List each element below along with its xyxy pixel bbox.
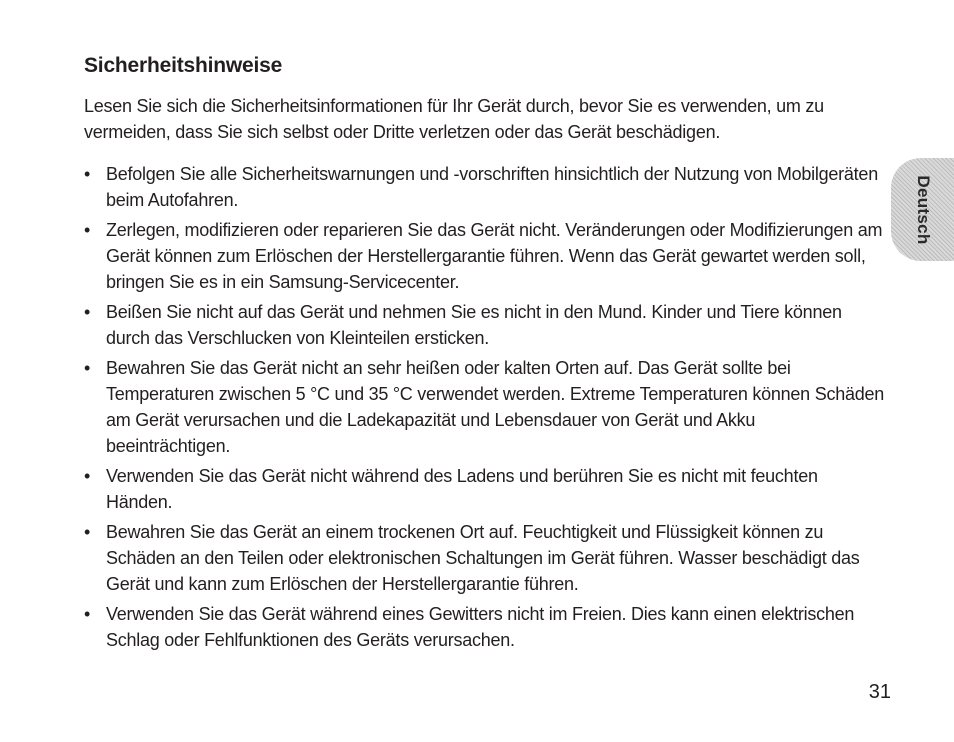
bullet-text: Zerlegen, modifizieren oder reparieren Sie das Gerät nicht. Veränderungen oder Modifizierungen am Gerät können zum Erlöschen der Herstellergarantie führen. Wenn das Gerät gewartet werden soll, bringen Sie es in ein Samsung-Servicecenter. [106, 220, 883, 292]
bullet-item [84, 161, 884, 213]
bullet-dot: • [84, 466, 91, 486]
bullet-item [84, 355, 884, 459]
bullet-item [84, 519, 884, 597]
bullet-dot: • [84, 604, 91, 624]
section-heading: Sicherheitshinweise [84, 54, 283, 77]
safety-bullet-list [84, 161, 884, 657]
bullet-text: Befolgen Sie alle Sicherheitswarnungen und -vorschriften hinsichtlich der Nutzung von Mobilgeräten beim Autofahren. [106, 164, 878, 210]
bullet-text: Beißen Sie nicht auf das Gerät und nehmen Sie es nicht in den Mund. Kinder und Tiere können durch das Verschlucken von Kleinteilen ersticken. [106, 302, 842, 348]
bullet-text: Verwenden Sie das Gerät während eines Gewitters nicht im Freien. Dies kann einen elektrischen Schlag oder Fehlfunktionen des Geräts verursachen. [106, 604, 855, 650]
bullet-dot: • [84, 522, 91, 542]
page-number: 31 [868, 681, 891, 703]
bullet-text: Verwenden Sie das Gerät nicht während des Ladens und berühren Sie es nicht mit feuchten Händen. [106, 466, 818, 512]
bullet-dot: • [84, 220, 91, 240]
bullet-dot: • [84, 164, 91, 184]
bullet-text: Bewahren Sie das Gerät nicht an sehr heißen oder kalten Orten auf. Das Gerät sollte bei Temperaturen zwischen 5 °C und 35 °C verwendet werden. Extreme Temperaturen können Schäden am Gerät verursachen und die Ladekapazität und Lebensdauer von Gerät und Akku beeinträchtigen. [106, 358, 885, 456]
language-tab-label: Deutsch [913, 174, 933, 245]
bullet-dot: • [84, 358, 91, 378]
bullet-item [84, 463, 884, 515]
intro-paragraph: Lesen Sie sich die Sicherheitsinformationen für Ihr Gerät durch, bevor Sie es verwenden, um zu vermeiden, dass Sie sich selbst oder Dritte verletzen oder das Gerät beschädigen. [84, 96, 824, 142]
bullet-item [84, 299, 884, 351]
language-tab [891, 158, 954, 261]
bullet-item [84, 601, 884, 653]
bullet-text: Bewahren Sie das Gerät an einem trockenen Ort auf. Feuchtigkeit und Flüssigkeit können zu Schäden an den Teilen oder elektronischen Schaltungen im Gerät führen. Wasser beschädigt das Gerät und kann zum Erlöschen der Herstellergarantie führen. [106, 522, 860, 594]
bullet-dot: • [84, 302, 91, 322]
bullet-item [84, 217, 884, 295]
